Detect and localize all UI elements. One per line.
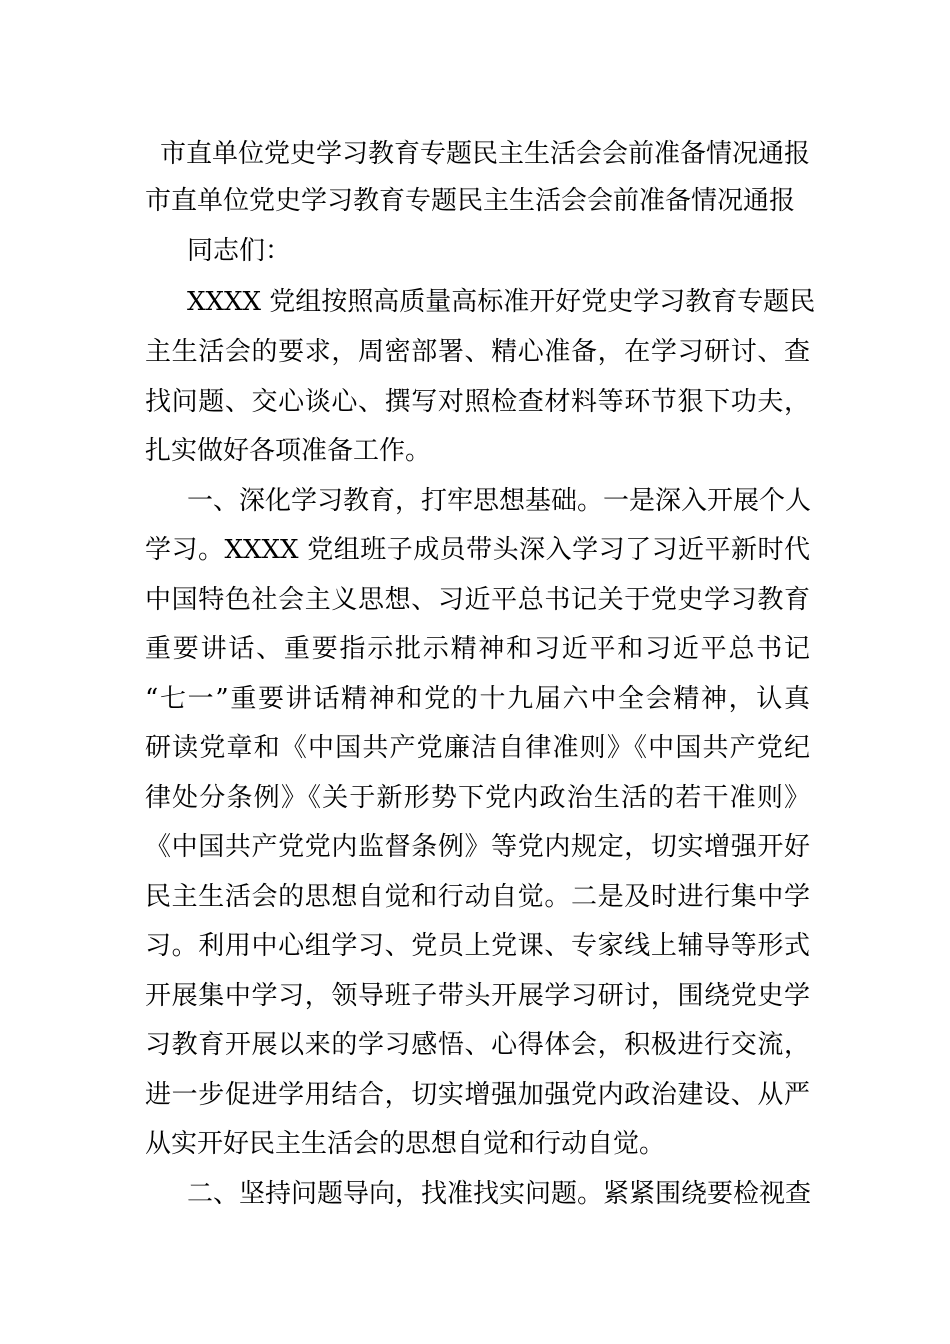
paragraph-line: 找问题、交心谈心、撰写对照检查材料等环节狠下功夫，	[145, 387, 810, 417]
paragraph-line: 习。利用中心组学习、党员上党课、专家线上辅导等形式	[145, 931, 810, 961]
paragraph-line: 习教育开展以来的学习感悟、心得体会，积极进行交流，	[145, 1030, 810, 1060]
paragraph-line: 研读党章和《中国共产党廉洁自律准则》《中国共产党纪	[145, 733, 810, 763]
paragraph-line: “七一”重要讲话精神和党的十九届六中全会精神，认真	[145, 684, 810, 714]
paragraph-line: 民主生活会的思想自觉和行动自觉。二是及时进行集中学	[145, 882, 810, 912]
paragraph-line: 律处分条例》《关于新形势下党内政治生活的若干准则》	[145, 783, 810, 813]
paragraph-line: 二、坚持问题导向，找准找实问题。紧紧围绕要检视查	[187, 1179, 812, 1209]
document-title-repeat: 市直单位党史学习教育专题民主生活会会前准备情况通报	[145, 186, 796, 216]
paragraph-line: 学习。XXXX 党组班子成员带头深入学习了习近平新时代	[145, 535, 810, 565]
paragraph-line: 进一步促进学用结合，切实增强加强党内政治建设、从严	[145, 1080, 810, 1110]
salutation: 同志们：	[187, 236, 292, 266]
paragraph-line: 一、深化学习教育，打牢思想基础。一是深入开展个人	[187, 486, 812, 516]
paragraph-line: 中国特色社会主义思想、习近平总书记关于党史学习教育	[145, 585, 810, 615]
paragraph-line: 《中国共产党党内监督条例》等党内规定，切实增强开好	[145, 832, 810, 862]
paragraph-line: 扎实做好各项准备工作。	[145, 436, 432, 466]
paragraph-line: XXXX 党组按照高质量高标准开好党史学习教育专题民	[187, 287, 816, 317]
paragraph-line: 主生活会的要求，周密部署、精心准备，在学习研讨、查	[145, 337, 810, 367]
paragraph-line: 重要讲话、重要指示批示精神和习近平和习近平总书记	[145, 634, 810, 664]
paragraph-line: 从实开好民主生活会的思想自觉和行动自觉。	[145, 1129, 666, 1159]
paragraph-line: 开展集中学习，领导班子带头开展学习研讨，围绕党史学	[145, 981, 810, 1011]
document-title: 市直单位党史学习教育专题民主生活会会前准备情况通报	[160, 139, 811, 169]
